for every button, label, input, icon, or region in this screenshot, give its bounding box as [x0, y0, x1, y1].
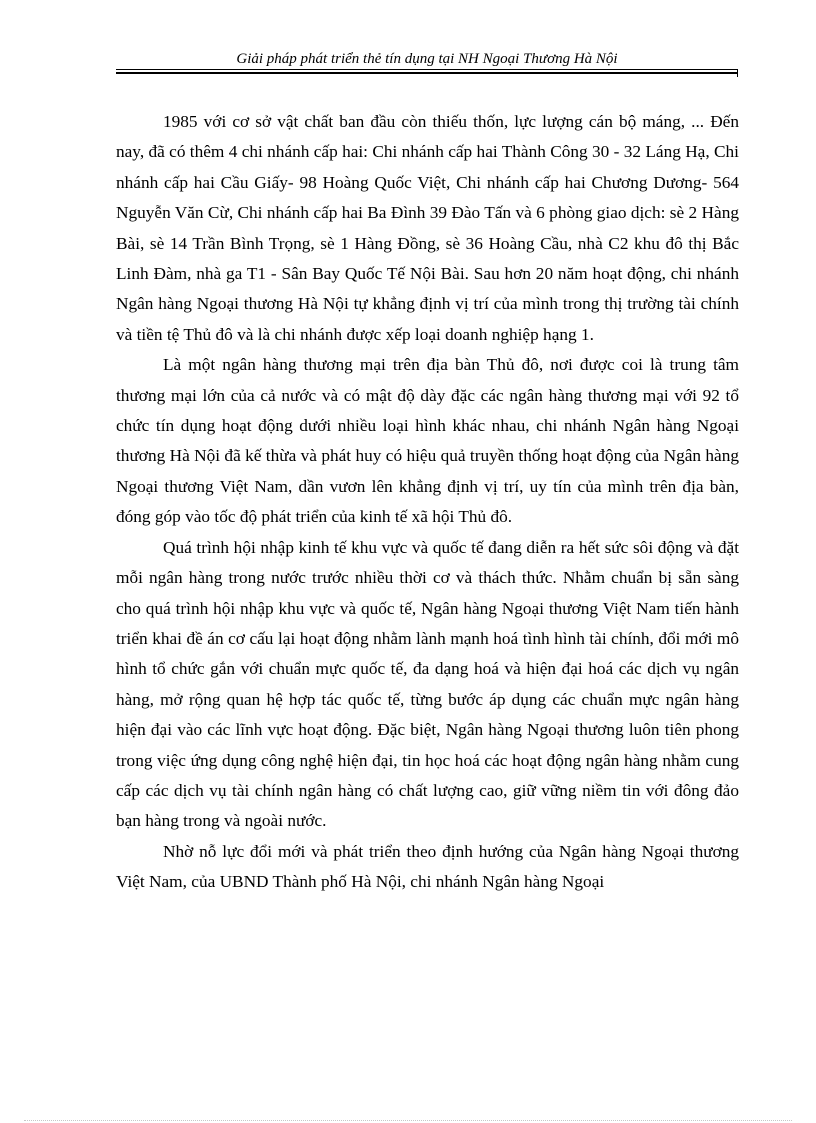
header-rule-thick [116, 72, 738, 74]
paragraph-4: Nhờ nỗ lực đổi mới và phát triển theo định hướng của Ngân hàng Ngoại thương Việt Nam, của UBND Thành phố Hà Nội, chi nhánh Ngân hàng Ngoại [116, 841, 739, 892]
paragraph-2: Là một ngân hàng thương mại trên địa bàn Thủ đô, nơi được coi là trung tâm thương mại lớn của cả nước và có mật độ dày đặc các ngân hàng thương mại với 92 tổ chức tín dụng hoạt động dưới nhiều loại hình khác nhau, chi nhánh Ngân hàng Ngoại thương Hà Nội đã kế thừa và phát huy có hiệu quả truyền thống hoạt động của Ngân hàng Ngoại thương Việt Nam, dần vươn lên khẳng định vị trí, uy tín của mình trên địa bàn, đóng góp vào tốc độ phát triển của kinh tế xã hội Thủ đô. [116, 355, 739, 527]
header-rule-thin [116, 69, 738, 70]
paragraph-3: Quá trình hội nhập kinh tế khu vực và quốc tế đang diễn ra hết sức sôi động và đặt mỗi ngân hàng trong nước trước nhiều thời cơ và thách thức. Nhằm chuẩn bị sẵn sàng cho quá trình hội nhập khu vực và quốc tế, Ngân hàng Ngoại thương Việt Nam tiến hành triển khai đề án cơ cấu lại hoạt động nhằm lành mạnh hoá tình hình tài chính, đổi mới mô hình tổ chức gắn với chuẩn mực quốc tế, đa dạng hoá và hiện đại hoá các dịch vụ ngân hàng, mở rộng quan hệ hợp tác quốc tế, từng bước áp dụng các chuẩn mực ngân hàng hiện đại vào các lĩnh vực hoạt động. Đặc biệt, Ngân hàng Ngoại thương luôn tiên phong trong việc ứng dụng công nghệ hiện đại, tin học hoá các hoạt động ngân hàng nhằm cung cấp các dịch vụ tài chính ngân hàng có chất lượng cao, giữ vững niềm tin với đông đảo bạn hàng trong và ngoài nước. [116, 537, 739, 831]
running-header: Giải pháp phát triển thẻ tín dụng tại NH Ngoại Thương Hà Nội [236, 51, 618, 67]
header-rule-tick [737, 69, 738, 77]
body-text [116, 107, 739, 898]
page-bottom-border [24, 1120, 792, 1121]
paragraph-1: 1985 với cơ sở vật chất ban đầu còn thiếu thốn, lực lượng cán bộ máng, ... Đến nay, đã có thêm 4 chi nhánh cấp hai: Chi nhánh cấp hai Thành Công 30 - 32 Láng Hạ, Chi nhánh cấp hai Cầu Giấy- 98 Hoàng Quốc Việt, Chi nhánh cấp hai Chương Dương- 564 Nguyễn Văn Cừ, Chi nhánh cấp hai Ba Đình 39 Đào Tấn và 6 phòng giao dịch: sè 2 Hàng Bài, sè 14 Trần Bình Trọng, sè 1 Hàng Đồng, sè 36 Hoàng Cầu, nhà C2 khu đô thị Bắc Linh Đàm, nhà ga T1 - Sân Bay Quốc Tế Nội Bài. Sau hơn 20 năm hoạt động, chi nhánh Ngân hàng Ngoại thương Hà Nội tự khẳng định vị trí của mình trong thị trường tài chính và tiền tệ Thủ đô và là chi nhánh được xếp loại doanh nghiệp hạng 1. [116, 112, 739, 344]
